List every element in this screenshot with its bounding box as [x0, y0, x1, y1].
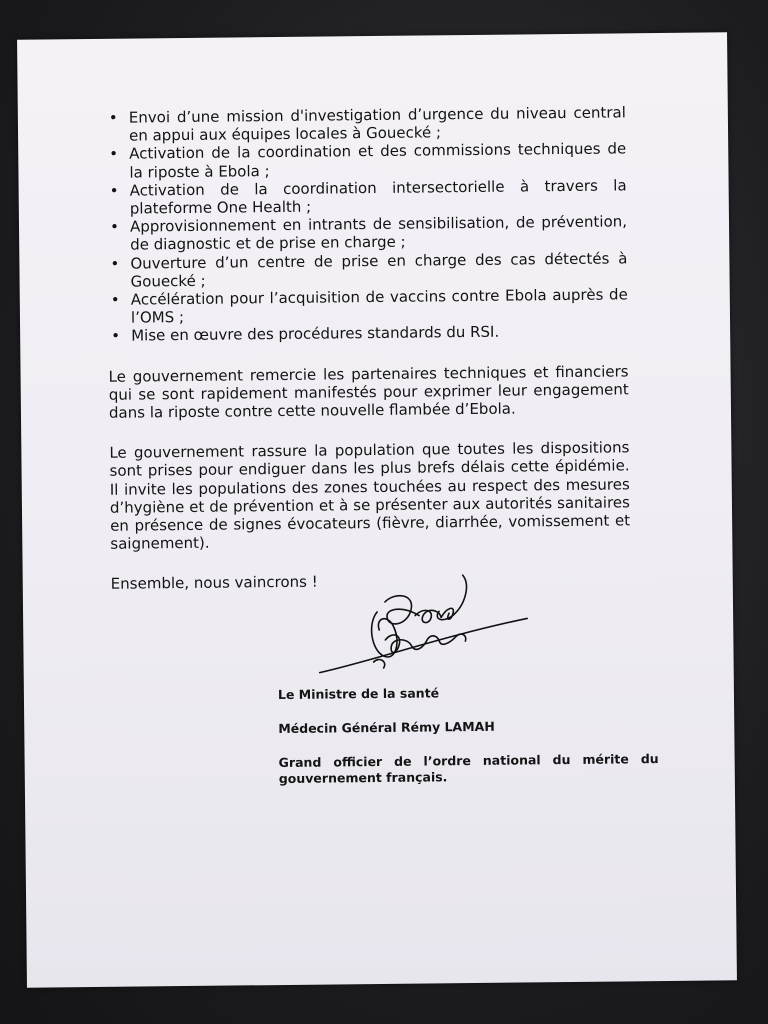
- list-item: • Ouverture d’un centre de prise en charge des cas détectés à Gouecké ;: [107, 249, 627, 291]
- signatory-block: [278, 683, 659, 805]
- closing-line: Ensemble, nous vaincrons !: [110, 573, 318, 594]
- measures-list: [106, 103, 628, 345]
- signature-mark: [315, 570, 531, 676]
- list-item: • Envoi d’une mission d'investigation d’urgence du niveau central en appui aux équipes locales à Gouecké ;: [106, 103, 626, 145]
- reassurance-paragraph: Le gouvernement rassure la population que toutes les dispositions sont prises pour endiguer dans les plus brefs délais cette épidémie. Il invite les populations des zones touchées au respect des mesures d’hygiène et de prévention et à se présenter aux autorités sanitaires en présence de signes évocateurs (fièvre, diarrhée, vomissement et saignement).: [109, 438, 631, 554]
- list-item: • Activation de la coordination et des commissions techniques de la riposte à Ebola ;: [106, 140, 626, 182]
- letter-body: [106, 103, 631, 593]
- list-item: • Approvisionnement en intrants de sensibilisation, de prévention, de diagnostic et de prise en charge ;: [107, 213, 627, 255]
- signatory-honor: Grand officier de l’ordre national du mérite du gouvernement français.: [278, 751, 659, 787]
- list-item: • Activation de la coordination intersectorielle à travers la plateforme One Health ;: [107, 176, 627, 218]
- thanks-paragraph: Le gouvernement remercie les partenaires techniques et financiers qui se sont rapidement manifestés pour exprimer leur engagement dans la riposte contre cette nouvelle flambée d’Ebola.: [108, 361, 629, 422]
- list-item: • Accélération pour l’acquisition de vaccins contre Ebola auprès de l’OMS ;: [108, 285, 628, 327]
- signatory-title: Le Ministre de la santé: [277, 685, 440, 703]
- document-page: [17, 32, 737, 987]
- signatory-name: Médecin Général Rémy LAMAH: [278, 718, 495, 737]
- list-item: • Mise en œuvre des procédures standards du RSI.: [108, 322, 628, 346]
